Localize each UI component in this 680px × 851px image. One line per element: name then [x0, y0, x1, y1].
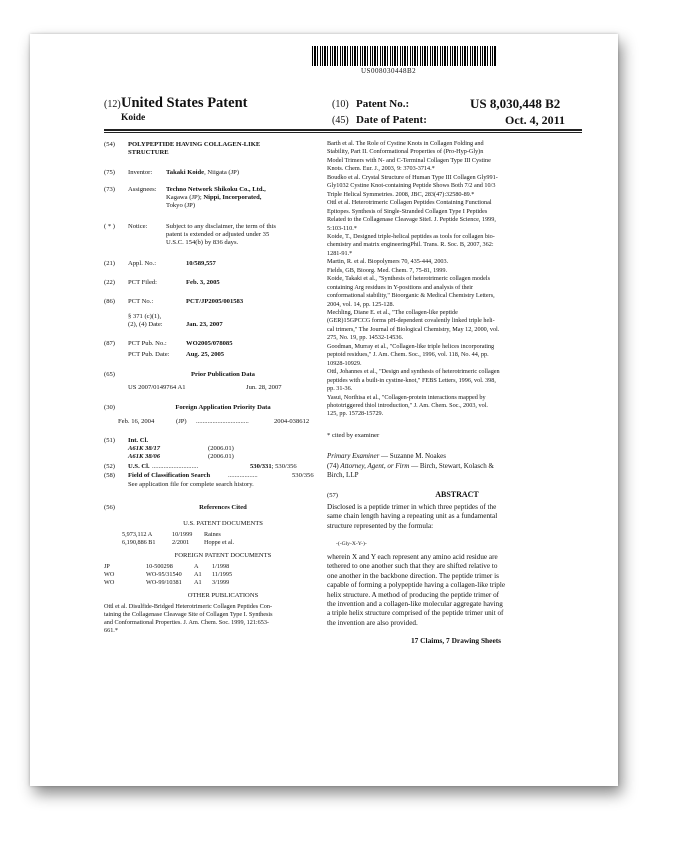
fdoc-2-date: 11/1995 [212, 571, 233, 578]
formula: -(-Gly-X-Y-)- [336, 541, 367, 547]
pct-no-label: PCT No.: [128, 298, 154, 305]
reference-line-31: Yasui, Norihisa et al., "Collagen-protein interactions mapped by [327, 393, 486, 401]
reference-line-3: Model Trimers with N- and C-Terminal Collagen Type III Cystine [327, 156, 491, 164]
us-doc-2-name: Hoppe et al. [204, 539, 235, 546]
us-doc-1-date: 10/1999 [172, 531, 193, 538]
reference-line-28: Ottl, Johannes et al., "Design and synthesis of heterotrimeric collagen [327, 368, 500, 376]
patent-no-label: Patent No.: [356, 98, 410, 110]
refs-code: (56) [104, 504, 115, 511]
pct-filed-value: Feb. 3, 2005 [186, 279, 220, 286]
refs-heading: References Cited [199, 504, 247, 511]
intcl-label: Int. Cl. [128, 437, 148, 444]
inventor-label: Inventor: [128, 169, 153, 176]
abstract-line-b-4: capable of forming a polypeptide having a collagen-like triple [327, 581, 506, 590]
uscl-dots: ............................ [152, 463, 199, 470]
notice-line-2: patent is extended or adjusted under 35 [166, 231, 270, 238]
reference-line-18: containing Arg residues in Y-positions and analysis of their [327, 283, 474, 291]
prior-heading: Prior Publication Data [191, 371, 255, 378]
reference-line-20: 2004, vol. 14, pp. 125-128. [327, 300, 395, 308]
foreign-patent-docs-heading: FOREIGN PATENT DOCUMENTS [174, 552, 272, 559]
attorney-label: Attorney, Agent, or Firm [340, 462, 410, 470]
pct-filed-label: PCT Filed: [128, 279, 158, 286]
uscl-code: (52) [104, 463, 115, 470]
field-value: 530/356 [292, 472, 314, 479]
us-doc-1-num: 5,973,112 A [122, 531, 153, 538]
attorney-name: — Birch, Stewart, Kolasch & [409, 462, 494, 470]
assignee-line-1: Techno Network Shikoku Co., Ltd., [166, 186, 266, 193]
abstract-line-a-1: Disclosed is a peptide trimer in which three peptides of the [327, 503, 497, 511]
patent-date: Oct. 4, 2011 [505, 113, 565, 127]
other-pub-line-2: taining the Collagenase Cleavage Site of Collagen Type I. Synthesis [104, 611, 273, 618]
prior-code: (65) [104, 371, 115, 378]
s371-value: Jan. 23, 2007 [186, 321, 223, 328]
abstract-line-b-6: the invention and a collagen-like molecular aggregate having [327, 600, 503, 608]
date-of-patent-label: Date of Patent: [356, 114, 427, 126]
field-label: Field of Classification Search [128, 472, 211, 479]
reference-line-19: conformational stability," Bioorganic & Medical Chemistry Letters, [327, 292, 495, 300]
s371-line-1: § 371 (c)(1), [128, 313, 162, 320]
notice-label: Notice: [128, 223, 148, 230]
other-pub-line-3: and Conformational Properties. J. Am. Chem. Soc. 1999, 121:653- [104, 619, 269, 626]
attorney-line-2: Birch, LLP [327, 471, 359, 479]
cited-by-examiner: * cited by examiner [327, 432, 380, 439]
fdoc-2-cc: WO [104, 571, 115, 578]
uscl-label: U.S. Cl. [128, 463, 150, 470]
header-rule-thin [104, 132, 582, 133]
appl-code: (21) [104, 260, 115, 267]
attorney-line-1 [327, 462, 494, 470]
fdoc-2-num: WO-95/31540 [146, 571, 182, 578]
pct-pub-date-label: PCT Pub. Date: [128, 351, 170, 358]
fdoc-3-date: 3/1999 [212, 579, 230, 586]
abstract-code: (57) [327, 492, 338, 499]
fdoc-3-kind: A1 [194, 579, 202, 586]
inventor-code: (75) [104, 169, 115, 176]
reference-line-10: Related to the Collagenase Cleavage SiteI. J. Peptide Science, 1999, [327, 216, 496, 224]
reference-line-5: Boudko et al. Crystal Structure of Human Type III Collagen Gly991- [327, 173, 498, 181]
us-patent-docs-heading: U.S. PATENT DOCUMENTS [183, 520, 263, 527]
fdoc-3-num: WO-99/10381 [146, 579, 182, 586]
field-dots: .................. [228, 472, 258, 479]
us-doc-1-name: Raines [204, 531, 221, 538]
header-rule [104, 129, 582, 131]
attorney-code: (74) [327, 462, 339, 470]
foreign-dots: ................................ [196, 418, 249, 425]
inventor-surname: Koide [121, 113, 146, 123]
intcl-2: A61K 38/06 [128, 453, 161, 460]
reference-line-4: Knots. Chem. Eur. J., 2003, 9: 3703-3714.* [327, 165, 435, 173]
notice-code: ( * ) [104, 223, 115, 230]
foreign-country: (JP) [176, 418, 187, 425]
title-code: (54) [104, 141, 115, 148]
title-line-1: POLYPEPTIDE HAVING COLLAGEN-LIKE [128, 141, 261, 148]
reference-line-2: Stability, Part II. Conformational Properties of (Pro-Hyp-Gly)n [327, 148, 484, 156]
intcl-1: A61K 38/17 [128, 445, 161, 452]
uscl-primary: 530/331 [250, 463, 272, 470]
uscl-secondary: ; 530/356 [271, 463, 297, 470]
pct-pub-value: WO2005/078085 [186, 340, 233, 347]
other-pub-line-1: Ottl et al. Disulfide-Bridged Heterotrimeric Collagen Peptides Con- [104, 603, 273, 610]
assignee-code: (73) [104, 186, 115, 193]
intcl-2-date: (2006.01) [208, 453, 234, 460]
foreign-date: Feb. 16, 2004 [118, 418, 155, 425]
assignee-name-2: Nippi, Incorporated, [203, 194, 262, 201]
appl-value: 10/589,557 [186, 260, 216, 267]
reference-line-26: peptoid residues," J. Am. Chem. Soc., 1996, vol. 118, No. 44, pp. [327, 351, 489, 359]
uscl-value [250, 463, 297, 471]
pct-pub-date-value: Aug. 25, 2005 [186, 351, 225, 358]
foreign-code: (30) [104, 404, 115, 411]
reference-line-15: Martin, R. et al. Biopolymers 70, 435-444, 2003. [327, 258, 449, 266]
reference-line-29: peptides with a built-in cystine-knot," FEBS Letters, 1996, vol. 398, [327, 376, 496, 384]
code-10: (10) [332, 99, 349, 110]
reference-line-8: Ottl et al. Heterotrimeric Collagen Peptides Containing Functional [327, 199, 492, 207]
pct-pub-label: PCT Pub. No.: [128, 340, 167, 347]
abstract-line-b-3: one another in the backbone direction. The peptide trimer is [327, 571, 499, 580]
reference-line-21: Mechling, Diane E. et al., "The collagen-like peptide [327, 309, 458, 316]
other-pub-line-4: 661.* [104, 627, 118, 634]
prior-number: US 2007/0149764 A1 [128, 384, 186, 391]
reference-line-13: chemistry and matrix engineeringPhil. Trans. R. Soc. B, 2007, 362: [327, 241, 494, 249]
notice-line-3: U.S.C. 154(b) by 836 days. [166, 239, 239, 246]
pct-pub-code: (87) [104, 340, 115, 347]
abstract-line-a-2: same chain length having a repeating unit as a fundamental [327, 512, 498, 521]
primary-examiner [327, 452, 446, 460]
reference-line-32: phototriggered thiol introduction," J. Am. Chem. Soc., 2003, vol. [327, 401, 488, 409]
barcode [312, 46, 496, 66]
pct-no-code: (86) [104, 298, 115, 305]
patent-page [30, 34, 618, 786]
pct-no-value: PCT/JP2005/001583 [186, 298, 244, 305]
field-note: See application file for complete search history. [128, 481, 254, 488]
reference-line-33: 125, pp. 15728-15729. [327, 410, 384, 418]
reference-line-30: pp. 31-36. [327, 385, 353, 393]
title-line-2: STRUCTURE [128, 149, 169, 156]
abstract-line-a-3: structure represented by the formula: [327, 521, 434, 530]
intcl-code: (51) [104, 437, 115, 444]
reference-line-27: 10928-10929. [327, 359, 362, 367]
abstract-line-b-7: a triple helix structure comprised of the peptide trimer unit of [327, 609, 504, 618]
fdoc-1-cc: JP [104, 563, 110, 570]
abstract-line-b-5: helix structure. A method of producing the peptide trimer of [327, 590, 500, 599]
intcl-1-date: (2006.01) [208, 445, 234, 452]
other-publications-heading: OTHER PUBLICATIONS [187, 592, 259, 599]
reference-line-22: (GER)15GPCCG forms pH-dependent covalently linked triple heli- [327, 317, 495, 325]
claims-summary: 17 Claims, 7 Drawing Sheets [410, 636, 502, 645]
fdoc-1-date: 1/1998 [212, 563, 230, 570]
abstract-line-b-8: the invention are also provided. [327, 618, 418, 627]
us-doc-2-num: 6,190,886 B1 [122, 539, 156, 546]
notice-line-1: Subject to any disclaimer, the term of this [166, 223, 276, 230]
foreign-heading: Foreign Application Priority Data [175, 404, 271, 411]
abstract-line-b-2: tethered to one another such that they are shifted relative to [327, 562, 498, 571]
reference-line-7: Triple Helical Symmetries. 2008, JBC, 283(47):32580-89.* [327, 190, 475, 198]
s371-line-2: (2), (4) Date: [128, 321, 163, 328]
us-doc-2-date: 2/2001 [172, 539, 190, 546]
reference-line-16: Fields, GB, Bioorg. Med. Chem. 7, 75-81, 1999. [327, 266, 448, 274]
reference-line-1: Barth et al. The Role of Cystine Knots in Collagen Folding and [327, 140, 484, 147]
reference-line-6: Gly1032 Cystine Knot-containing Peptide Shows Both 7/2 and 10/3 [327, 182, 496, 190]
patent-number: US 8,030,448 B2 [470, 96, 561, 111]
inventor-value [166, 169, 239, 177]
fdoc-1-num: 10-500298 [146, 563, 173, 570]
examiner-label: Primary Examiner [327, 452, 380, 460]
reference-line-17: Koide, Takaki et al., "Synthesis of heterotrimeric collagen models [327, 275, 490, 283]
foreign-number: 2004-038612 [274, 418, 310, 425]
abstract-heading: ABSTRACT [435, 490, 479, 499]
pct-filed-code: (22) [104, 279, 115, 286]
barcode-number: US008030448B2 [361, 67, 417, 75]
reference-line-12: Koide, T., Designed triple-helical peptides as tools for collagen bio- [327, 232, 495, 240]
reference-line-24: 275, No. 19, pp. 14532-14536. [327, 334, 404, 342]
reference-line-11: 5:103-110.* [327, 224, 357, 232]
fdoc-2-kind: A1 [194, 571, 202, 578]
patent-country: United States Patent [121, 95, 248, 111]
assignee-label: Assignees: [128, 186, 157, 193]
assignee-location-1: Kagawa (JP); [166, 194, 204, 201]
inventor-name: Takaki Koide [166, 169, 205, 176]
reference-line-25: Goodman, Murray et al., "Collagen-like triple helices incorporating [327, 342, 495, 350]
inventor-location: , Niigata (JP) [204, 169, 240, 176]
prior-date: Jun. 28, 2007 [246, 384, 282, 391]
reference-line-23: cal trimers," The Journal of Biological Chemistry, May 12, 2000, vol. [327, 325, 500, 333]
code-12: (12) [104, 99, 121, 110]
reference-line-14: 1281-91.* [327, 249, 353, 257]
abstract-line-b-1: wherein X and Y each represent any amino acid residue are [327, 553, 498, 561]
reference-line-9: Epitopes. Synthesis of Single-Stranded Collagen Type I Peptides [327, 207, 488, 215]
fdoc-3-cc: WO [104, 579, 115, 586]
assignee-line-3: Tokyo (JP) [166, 202, 196, 209]
appl-label: Appl. No.: [128, 260, 157, 267]
examiner-name: — Suzanne M. Noakes [379, 452, 446, 460]
code-45: (45) [332, 115, 349, 126]
fdoc-1-kind: A [194, 563, 199, 570]
field-code: (58) [104, 472, 115, 479]
